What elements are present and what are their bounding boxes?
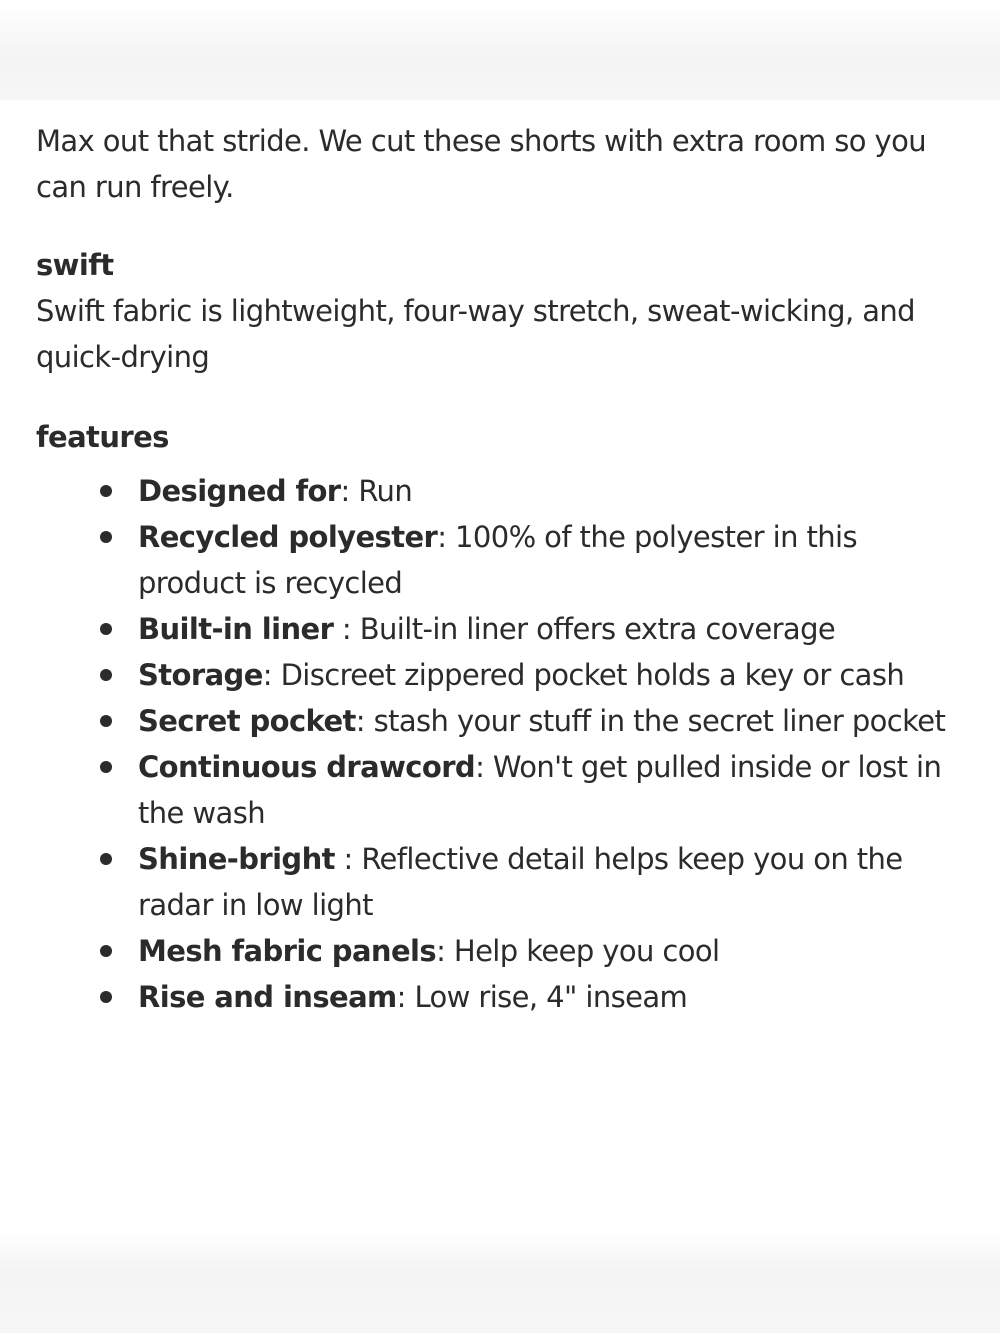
feature-name: Mesh fabric panels: [138, 934, 437, 968]
bottom-fade: [0, 1230, 1000, 1333]
feature-text: Discreet zippered pocket holds a key or cash: [280, 658, 905, 692]
feature-text: Help keep you cool: [453, 934, 720, 968]
feature-text: Reflective detail helps keep you on the radar in low light: [138, 842, 903, 922]
feature-separator: :: [333, 612, 360, 646]
feature-separator: :: [334, 842, 362, 876]
feature-item: [138, 514, 956, 606]
features-heading: features: [36, 420, 169, 454]
feature-item: [138, 744, 956, 836]
feature-name: Secret pocket: [138, 704, 356, 738]
feature-text: Built-in liner offers extra coverage: [359, 612, 836, 646]
feature-item: [138, 836, 956, 928]
feature-separator: :: [340, 474, 359, 508]
feature-name: Shine-bright: [138, 842, 335, 876]
feature-separator: :: [355, 704, 374, 738]
feature-name: Recycled polyester: [138, 520, 438, 554]
feature-text: 100% of the polyester in this product is recycled: [138, 520, 858, 600]
feature-name: Rise and inseam: [138, 980, 397, 1014]
feature-name: Storage: [138, 658, 263, 692]
features-list: [36, 468, 956, 1020]
feature-name: Designed for: [138, 474, 341, 508]
feature-item: [138, 468, 956, 514]
feature-text: stash your stuff in the secret liner pocket: [373, 704, 946, 738]
feature-text: Low rise, 4" inseam: [414, 980, 688, 1014]
feature-separator: :: [436, 934, 454, 968]
fabric-heading: swift: [36, 248, 114, 282]
feature-item: [138, 606, 956, 652]
feature-item: [138, 652, 956, 698]
feature-text: Won't get pulled inside or lost in the wash: [138, 750, 942, 830]
feature-item: [138, 928, 956, 974]
feature-separator: :: [475, 750, 493, 784]
feature-separator: :: [262, 658, 281, 692]
product-description: [36, 118, 956, 1020]
feature-name: Continuous drawcord: [138, 750, 476, 784]
feature-separator: :: [437, 520, 456, 554]
feature-name: Built-in liner: [138, 612, 334, 646]
intro-text: Max out that stride. We cut these shorts with extra room so you can run freely.: [36, 124, 927, 204]
fabric-description: Swift fabric is lightweight, four-way stretch, sweat-wicking, and quick-drying: [36, 294, 915, 374]
feature-item: [138, 974, 956, 1020]
top-fade: [0, 0, 1000, 100]
feature-item: [138, 698, 956, 744]
feature-text: Run: [358, 474, 413, 508]
feature-separator: :: [396, 980, 415, 1014]
